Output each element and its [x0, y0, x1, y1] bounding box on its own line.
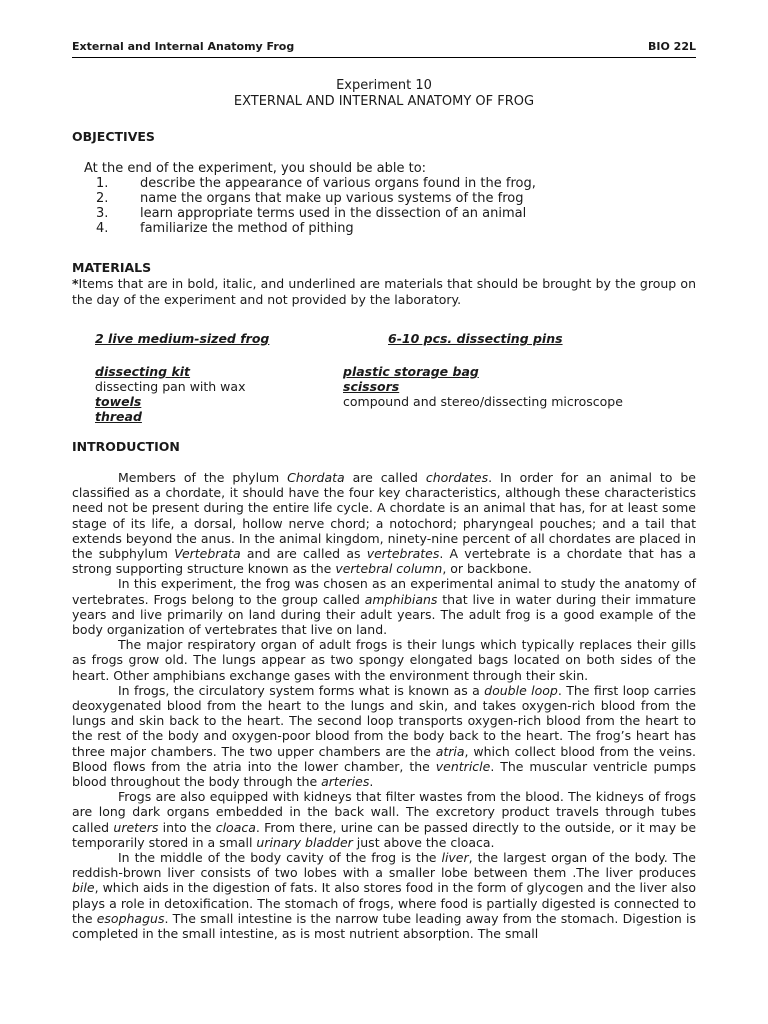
material-item: towels: [95, 394, 142, 409]
material-item: scissors: [343, 379, 400, 394]
material-item: compound and stereo/dissecting microscope: [343, 394, 623, 409]
header-rule: [72, 57, 696, 58]
paragraph: In this experiment, the frog was chosen as an experimental animal to study the anatomy of vertebrates. Frogs belong to the group called amphibians that live in water during their immature years and live primarily on land during their adult years. The adult frog is a good example of the body organization of vertebrates that live on land.: [72, 576, 696, 638]
material-pins: 6-10 pcs. dissecting pins: [388, 331, 563, 346]
materials-note: *Items that are in bold, italic, and underlined are materials that should be brought by the group on the day of the experiment and not provided by the laboratory.: [72, 276, 696, 307]
paragraph: In the middle of the body cavity of the frog is the liver, the largest organ of the body. The reddish-brown liver consists of two lobes with a smaller lobe between them .The liver produces bile, which aids in the digestion of fats. It also stores food in the form of glycogen and the liver also plays a role in detoxification. The stomach of frogs, where food is partially digested is connected to the esophagus. The small intestine is the narrow tube leading away from the stomach. Digestion is completed in the small intestine, as is most nutrient absorption. The small: [72, 850, 696, 942]
objectives-list: [72, 176, 696, 236]
list-item: 2. name the organs that make up various systems of the frog: [96, 191, 524, 206]
experiment-heading: [72, 78, 696, 110]
material-item: thread: [95, 409, 142, 424]
material-item: plastic storage bag: [343, 364, 479, 379]
paragraph: Frogs are also equipped with kidneys that filter wastes from the blood. The kidneys of frogs are long dark organs embedded in the back wall. The excretory product travels through tubes called ureters into the cloaca. From there, urine can be passed directly to the outside, or it may be temporarily stored in a small urinary bladder just above the cloaca.: [72, 789, 697, 850]
material-item: dissecting pan with wax: [95, 379, 246, 394]
materials-right-column: [343, 364, 696, 424]
header-course-code: BIO 22L: [648, 40, 696, 53]
required-materials-row: [95, 331, 696, 346]
materials-left-column: [95, 364, 343, 424]
introduction-heading: INTRODUCTION: [72, 439, 180, 454]
material-item: dissecting kit: [95, 364, 191, 379]
list-item: 1. describe the appearance of various organs found in the frog,: [96, 176, 536, 191]
objectives-heading: OBJECTIVES: [72, 129, 155, 144]
experiment-title: EXTERNAL AND INTERNAL ANATOMY OF FROG: [233, 94, 535, 109]
paragraph: In frogs, the circulatory system forms what is known as a double loop. The first loop carries deoxygenated blood from the heart to the lungs and skin, and takes oxygen-rich blood from the lungs and skin back to the heart. The second loop transports oxygen-rich blood from the heart to the rest of the body and oxygen-poor blood from the body back to the heart. The frog’s heart has three major chambers. The two upper chambers are the atria, which collect blood from the veins. Blood flows from the atria into the lower chamber, the ventricle. The muscular ventricle pumps blood throughout the body through the arteries.: [72, 682, 696, 790]
document-page: [72, 40, 696, 941]
running-header: [72, 40, 696, 54]
materials-heading: MATERIALS: [72, 260, 152, 275]
list-item: 3. learn appropriate terms used in the dissection of an animal: [96, 206, 527, 221]
objectives-intro: At the end of the experiment, you should be able to:: [84, 161, 427, 176]
materials-list: [95, 364, 696, 424]
list-item: 4. familiarize the method of pithing: [96, 221, 354, 236]
paragraph: Members of the phylum Chordata are called chordates. In order for an animal to be classified as a chordate, it should have the four key characteristics, although these characteristics need not be present during the entire life cycle. A chordate is an animal that has, for at least some stage of its life, a dorsal, hollow nerve chord; a notochord; pharyngeal pouches; and a tail that extends beyond the anus. In the animal kingdom, ninety-nine percent of all chordates are placed in the subphylum Vertebrata and are called as vertebrates. A vertebrate is a chordate that has a strong supporting structure known as the vertebral column, or backbone.: [72, 470, 696, 577]
experiment-number: Experiment 10: [336, 78, 432, 93]
paragraph: The major respiratory organ of adult frogs is their lungs which typically replaces their gills as frogs grow old. The lungs appear as two spongy elongated bags located on both sides of the heart. Other amphibians exchange gases with the environment through their skin.: [72, 637, 696, 683]
introduction-body: [72, 470, 696, 941]
material-frog: 2 live medium-sized frog: [95, 331, 270, 346]
header-title: External and Internal Anatomy Frog: [72, 40, 295, 53]
